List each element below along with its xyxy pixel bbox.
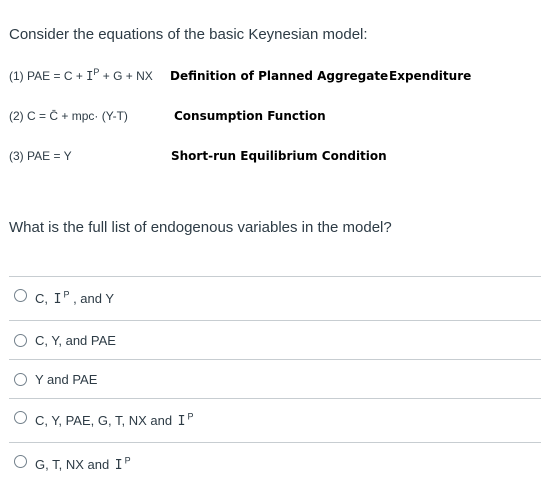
equation-1 [9, 67, 472, 83]
radio-button[interactable] [14, 289, 27, 302]
answer-option-4-label: C, Y, PAE, G, T, NX and I $^P$ [35, 411, 194, 429]
answer-list [9, 276, 541, 486]
equation-1-label-continued: Expenditure [389, 69, 472, 83]
radio-button[interactable] [14, 455, 27, 468]
answer-option-5-label: G, T, NX and I $^P$ [35, 455, 131, 473]
equation-3 [9, 149, 387, 163]
question-text: What is the full list of endogenous variables in the model? [9, 219, 392, 236]
radio-button[interactable] [14, 334, 27, 347]
answer-option-3-label: Y and PAE [35, 371, 98, 387]
equation-3-label: Short-run Equilibrium Condition [171, 149, 387, 163]
equation-2-label: Consumption Function [174, 109, 326, 123]
radio-button[interactable] [14, 373, 27, 386]
answer-option-1[interactable] [9, 276, 541, 320]
intro-text: Consider the equations of the basic Keynesian model: [9, 26, 368, 43]
equation-2-number: (2) [9, 109, 24, 123]
equation-1-label: Definition of Planned Aggregate [170, 69, 389, 83]
answer-option-5[interactable] [9, 442, 541, 486]
answer-option-3[interactable] [9, 359, 541, 398]
answer-option-4[interactable] [9, 398, 541, 442]
equation-1-formula: PAE = $C + I^P + G$ + NX [27, 67, 153, 83]
radio-button[interactable] [14, 411, 27, 424]
answer-option-2[interactable] [9, 320, 541, 359]
equation-3-number: (3) [9, 149, 24, 163]
answer-option-2-label: C, Y, and PAE [35, 332, 116, 348]
equation-3-formula: PAE = Y [27, 149, 72, 163]
equation-2 [9, 109, 326, 123]
answer-option-1-label: C, I $^P$ , and Y [35, 289, 115, 307]
equation-1-number: (1) [9, 69, 24, 83]
equation-2-formula: C = C̄ + mpc· (Y-T) [27, 109, 128, 123]
